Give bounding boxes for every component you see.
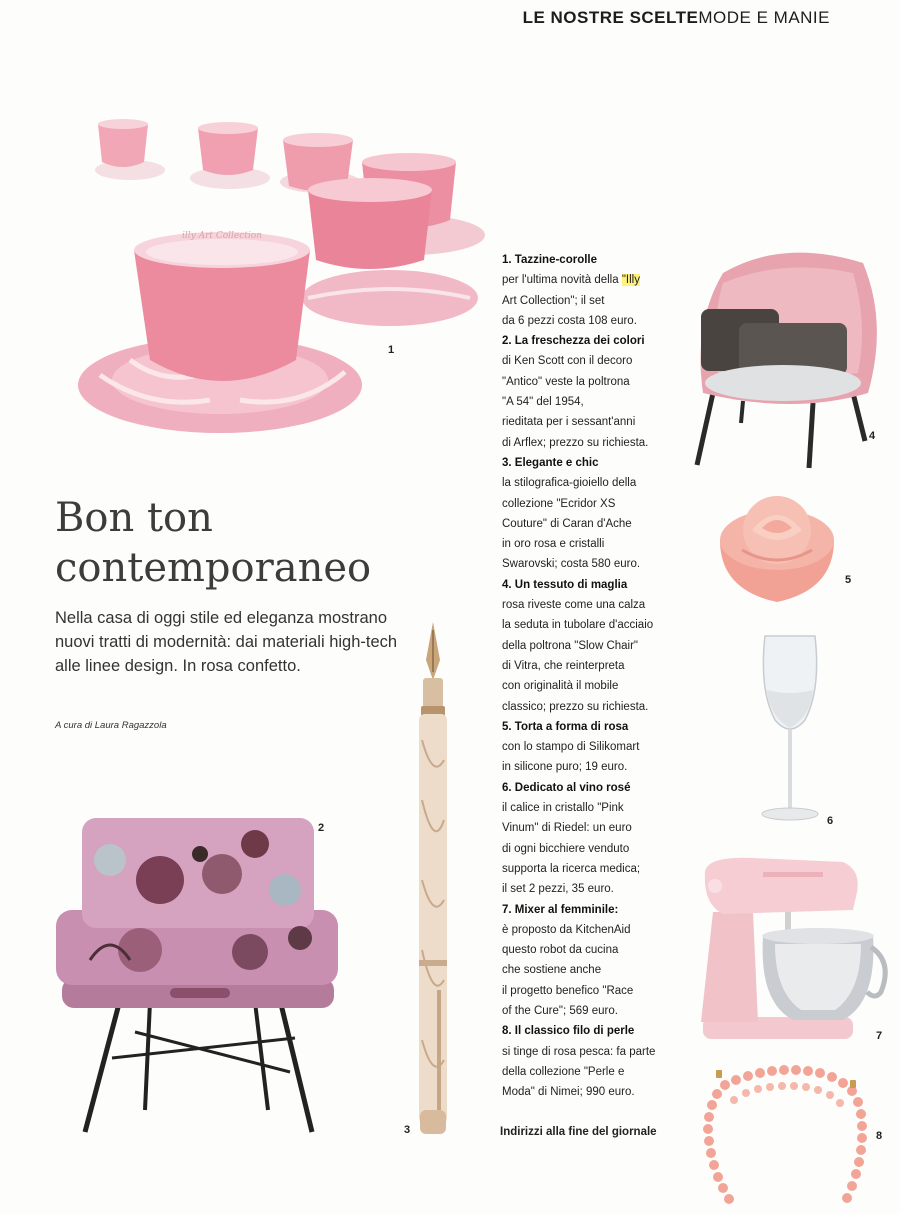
product-entry xyxy=(502,1021,697,1102)
product-description: la stilografica-gioiello della collezione "Ecridor XS Couture" di Caran d'Ache in oro rosa e cristalli Swarovski; costa 580 euro. xyxy=(502,477,641,571)
item-number-6: 6 xyxy=(827,815,834,827)
rose-cake-image xyxy=(712,490,842,610)
product-title: 5. Torta a forma di rosa xyxy=(502,720,629,733)
highlighted-text: "Illy xyxy=(621,274,640,287)
item-number-5: 5 xyxy=(845,574,852,586)
product-entry xyxy=(502,250,697,331)
wine-glass-image xyxy=(755,630,825,825)
product-description: è proposto da KitchenAid questo robot da cucina che sostiene anche il progetto benefico "Race of the Cure"; 569 euro. xyxy=(502,923,634,1017)
product-description xyxy=(502,270,697,331)
item-number-8: 8 xyxy=(876,1130,883,1142)
item-number-1: 1 xyxy=(388,344,395,356)
product-title: 1. Tazzine-corolle xyxy=(502,254,598,266)
product-title: 7. Mixer al femminile: xyxy=(502,903,619,916)
article-title xyxy=(55,493,435,593)
product-description: di Ken Scott con il decoro "Antico" veste la poltrona "A 54" del 1954, rieditata per i sessant'anni di Arflex; prezzo su richiesta. xyxy=(502,355,649,449)
product-title: 4. Un tessuto di maglia xyxy=(502,578,628,591)
floral-armchair-image xyxy=(50,810,350,1145)
cup-brand-mark: illy Art Collection xyxy=(182,231,262,241)
product-entry xyxy=(502,575,697,717)
product-title: 2. La freschezza dei colori xyxy=(502,335,645,348)
fountain-pen-image xyxy=(408,620,458,1140)
product-entry xyxy=(502,900,697,1022)
product-description: rosa riveste come una calza la seduta in tubolare d'acciaio della poltrona "Slow Chair" di Vitra, che reinterpreta con originalità il mobile classico; prezzo su richiesta. xyxy=(502,599,654,713)
product-description: si tinge di rosa pesca: fa parte della collezione "Perle e Moda" di Nimei; 990 euro. xyxy=(502,1045,656,1099)
item-number-4: 4 xyxy=(869,430,876,442)
pearl-necklace-image xyxy=(700,1060,875,1210)
article-title-line-2: contemporaneo xyxy=(55,545,372,591)
product-list xyxy=(502,250,697,1102)
item-number-7: 7 xyxy=(876,1030,883,1042)
product-description: con lo stampo di Silikomart in silicone puro; 19 euro. xyxy=(502,741,640,774)
product-entry xyxy=(502,778,697,900)
product-entry xyxy=(502,453,697,575)
article-title-line-1: Bon ton xyxy=(55,495,213,541)
product-entry xyxy=(502,331,697,453)
slow-chair-image xyxy=(683,243,888,473)
product-title: 8. Il classico filo di perle xyxy=(502,1025,635,1038)
section-label: LE NOSTRE SCELTE xyxy=(522,8,699,27)
item-number-2: 2 xyxy=(318,822,325,834)
product-entry xyxy=(502,717,697,778)
article-lead: Nella casa di oggi stile ed eleganza mostrano nuovi tratti di modernità: dai materiali high-tech alle linee design. In rosa confetto. xyxy=(55,609,398,675)
stand-mixer-image xyxy=(693,852,898,1044)
product-description: il calice in cristallo "Pink Vinum" di Riedel: un euro di ogni bicchiere venduto supporta la ricerca medica; il set 2 pezzi, 35 euro. xyxy=(502,802,641,896)
addresses-note: Indirizzi alla fine del giornale xyxy=(500,1126,657,1138)
section-sub-label: MODE E MANIE xyxy=(698,8,830,27)
product-description-part: per l'ultima novità della xyxy=(502,274,622,287)
pink-cups-image xyxy=(70,110,490,460)
item-number-3: 3 xyxy=(404,1124,411,1136)
product-title: 3. Elegante e chic xyxy=(502,456,599,469)
product-title: 6. Dedicato al vino rosé xyxy=(502,781,631,794)
article-credit: A cura di Laura Ragazzola xyxy=(55,720,167,731)
section-header xyxy=(523,8,830,28)
product-description-part: Art Collection"; il set da 6 pezzi costa 108 euro. xyxy=(502,294,637,327)
